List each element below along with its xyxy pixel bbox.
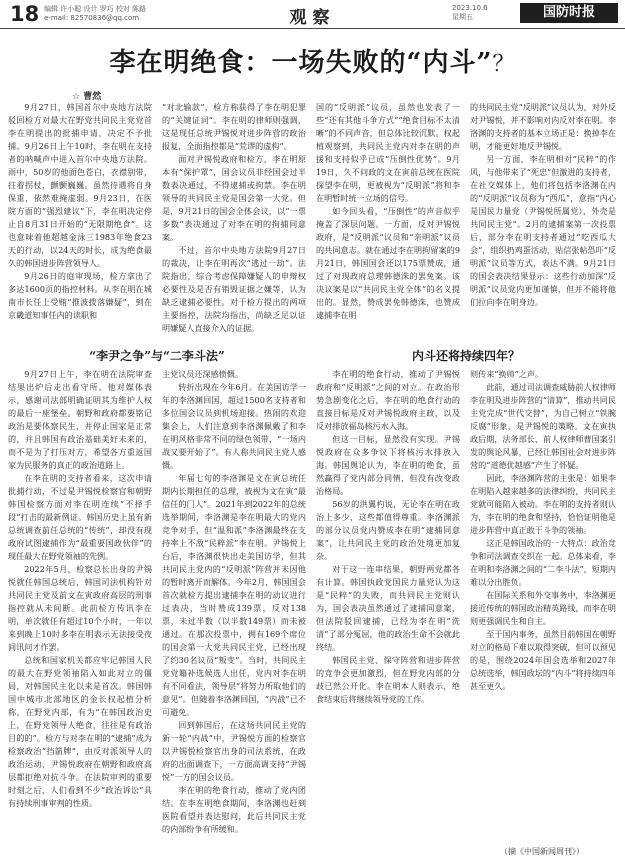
paragraph: 如今回头看，“压倒性”的声音似乎掩盖了深层问题。一方面，反对尹锡悦政府，是“反明派”议员和“亲明派”议员的共同意志。就在通过李在明拘留案的9月21日，韩国国会还以175票赞成，通过了对现政府总理韩德洙的罢免案。该决议案是以“共同民主党全体”的名义提出的。显然，赞成罢免韩德洙，也赞成逮捕李在明 (316, 206, 460, 320)
paragraph: 不过，首尔中央地方法院9月27日的裁决，让李在明再次“逃过一劫”。法院指出，综合考虑保障嫌疑人的申辩权必要性及是否有销毁证据之嫌等，认为缺乏逮捕必要性。对于检方提出的两项主要指控，法院均指出，尚缺乏足以证明嫌疑人直接介入的证据。 (162, 245, 306, 333)
paragraph: 则传来“换帅”之声。 (470, 369, 544, 379)
paragraph: 总统和国家机关都应牢记韩国人民的最大在野党领袖陷入如此对立的僵局，对韩国民主化以来是首次。韩国韩国中城市北部地区的金长权起植分析称，在野党内部，有为“在韩国政治史上，在野党领导人绝食，往往是有政治目的的”。检方与对李在明的“逮捕”成为检察政治“挡箭牌”，由反对派领导人的政治运动，尹锡悦政府在朝野和政府高层都拒绝对抗斗争。在法院审判的重要时刻之后，人们看到不少“政治诉讼”具有持续刑事审判的性质。 (8, 655, 152, 808)
paragraph: 回到韩国后，在这场共同民主党的新一轮“内战”中，尹锡悦方面的检察官以尹锡悦检察官出身的司法系统，在政府的出面调查下，一方面高调支持“尹锡悦”一方的国会议员。 (162, 720, 306, 782)
paragraph: 至于国内事务，虽然目前韩国在朝野对立的格局下难以取得突破，但可以预见的是，围绕2024年国会选举和2027年总统选举，韩国政坛的“内斗”将持续四年甚至更久。 (470, 629, 616, 691)
date-line: 2023.10.6 (452, 4, 488, 12)
paragraph: 2022年5月，检察总长出身的尹锡悦就任韩国总统后，韩国司法机构针对共同民主党及前文在寅政府高层的刑事指控就从未间断。此前检方传讯李在明，单次就任有超过10个小时，一年以来到晚上10时多李在明表示无法接受夜间讯问才作罢。 (8, 564, 152, 652)
paragraph: 9月26日的庭审现场，检方拿出了多达1600页的指控材料。从李在明在城南市长任上受贿“推波拨落嫌疑”，到在京畿道知事任内的读职和 (8, 271, 152, 320)
article-column-5 (8, 368, 152, 840)
article-column-1 (8, 101, 152, 341)
headline-question-mark: ？ (492, 52, 516, 77)
headline-text: 李在明绝食：一场失败的“内斗” (109, 48, 493, 78)
article-column-4 (470, 101, 616, 341)
credits-email: e-mail: 82570836@qq.com (44, 14, 140, 22)
article-column-8 (470, 368, 616, 840)
article-column-2 (162, 101, 306, 341)
article-byline: ☆ 曹然 (72, 92, 102, 102)
paragraph: 在李在明的支持者看来，这次申请批捕行动，不过是尹锡悦检察官和朝野韩国检察方面对李在明连续“不择手段”打击的最新例证。韩国历史上虽有新总统调查前任总统的“传统”，却没有现政府试图逮捕作为“最重要国政伙伴”的现任最大在野党领袖的先例。 (8, 473, 152, 561)
article-source: （摘《中国新闻周刊》） (500, 847, 584, 856)
paragraph: 9月27日上午，李在明在法院审查结果出炉后走出看守所。他对媒体表示，感谢司法部明确证明其为维护人权的最后一座堡垒。朝野和政府都要铭记政治是要体察民生，并停止国家是正常的，并且韩国有政治基础美好未来的，而不是为了打压对方，希望各方重返国家为民服务的真正的政治道路上。 (8, 369, 152, 470)
paragraph: 李在明的绝食行动，推动了党内团结。在李在明绝食期间，李洛渊也赶到医院看望并表达慰问，此后共同民主党的内部纷争有所缓和。 (162, 785, 306, 834)
paragraph: 李在明的绝食行动，推动了尹锡悦政府和“反明派”之间的对立。在政治形势急剧变化之后，李在明的绝食行动的直接目标是反对尹锡悦政府主政，以及反对排放福岛核污水入海。 (316, 369, 460, 431)
paragraph: 另一方面，李在明相对“民粹”的作风，与他带来了“死忠”但激进的支持者，在社交媒体上，他们将包括李洛渊在内的“反明派”议员称为“西瓜”，意指“内心是国民力量党（尹锡悦所属党），外壳是共同民主党”。2月的逮捕案第一次投票后，部分李在明支持者通过“吃西瓜大会”，组织扔鸡蛋活动，贴信张帖恐吓“反明派”议员等方式，表达不满。9月21日的国会表决结果显示：这些行动加深“反明派”议员党内更加谨慎，但并不能将他们拉向李在明身边。 (470, 154, 616, 307)
newspaper-logo: 国防时报 (520, 3, 618, 23)
page-number: 18 (10, 2, 40, 26)
paragraph: 国的“反明派”议员，虽然也发表了一些“还有其他斗争方式”“绝食目标不太清晰”的不同声音，但总体比较沉默。权起植观察到，共同民主党内对李在明的声援和支持似乎已成“压倒性优势”。9月19日，久不问政的文在寅前总统在医院探望李在明，更被视为“反明派”将和李在明暂时统一立场的信号。 (316, 102, 460, 203)
paragraph: 这正是韩国政治的一大特点：政治竞争和司法调查交织在一起。总体来看，李在明和李洛渊之间的“二李斗法”，短期内难以分出胜负。 (470, 538, 616, 587)
paragraph: 的共同民主党“反明派”议员认为，对外反对尹锡悦，并不影响对内反对李在明。李洛渊的支持者的基本立场正是：换掉李在明，才能更好地反尹锡悦。 (470, 102, 616, 151)
article-column-3 (316, 101, 460, 341)
paragraph: 56岁的洪翼杓说，无论李在明在政治上多少，这些都值得尊重。李洛渊派的部分议员党内赞成李在明“逮捕同意案”，让共同民主党的政治处境更加复杂。 (316, 499, 460, 561)
section-title: 观察 (289, 8, 336, 28)
subheading: “李尹之争”与“二李斗法” (89, 349, 225, 363)
paragraph: 对于这一连串结果，朝野两党都各有计算。韩国执政党国民力量党认为这是“民粹”的失败，而共同民主党则认为，国会表决虽然通过了逮捕同意案，但法院驳回逮捕，已经为李在明“洗清”了部分冤屈，他的政治生命不会就此终结。 (316, 564, 460, 652)
weekday-line: 星期五 (452, 13, 473, 21)
paragraph: 韩国民主党、保守阵营和进步阵营的竞争会更加激烈，但在野党内部的分歧已然公开化。李在明本人则表示，绝食结束后将继续领导党的工作。 (316, 655, 460, 704)
paragraph: 在国际关系和外交事务中，李洛渊更接近传统的韩国政治精英路线，而李在明则更强调民生和自主。 (470, 590, 616, 626)
issue-date (452, 4, 488, 22)
paragraph: 主党议员还深感愤慨。 (162, 369, 243, 379)
article-headline (0, 42, 625, 79)
paragraph: 转折出现在今年6月。在美国访学一年的李洛渊回国，超过1500名支持者和多位国会议员到机场迎接。热闹的欢迎集会上，人们注意到李洛渊佩戴了和李在明风格非常不同的绿色领带，“一场内战又要开始了”。有人称共同民主党人感慨。 (162, 382, 306, 470)
subheading: 内斗还将持续四年？ (411, 349, 520, 363)
article-column-7 (316, 368, 460, 840)
article-column-6 (162, 368, 306, 840)
paragraph: 面对尹锡悦政府和检方，李在明原本有“保护罩”，国会议员非经国会过半数表决通过，不得逮捕或拘禁。李在明领导的共同民主党是国会第一大党。但是，9月21日的国会全体会议，以“一票多数”表决通过了对李在明的拘捕同意案。 (162, 154, 306, 242)
masthead (0, 0, 625, 29)
paragraph: 年届七旬的李洛渊是文在寅总统任期内长期担任的总理，被视为文在寅“最信任的门人”。2021年到2022年的总统选举期间，李洛渊是李在明最大的党内竞争对手，但“温和派”李洛渊最终在支持率上不敌“民粹派”李在明。尹锡悦上台后，李洛渊很快出走美国访学，但其共同民主党内的“反明派”阵营并未因他的暂时离开而解体。今年2月，韩国国会首次就检方提出逮捕李在明的动议进行过表决，当时赞成139票，反对138票，未过半数（以半数149票）而未被通过。在那次投票中，拥有169个席位的国会第一大党共同民主党，已经出现了约30名议员“叛变”。当时，共同民主党党籍补选候选人出任，党内对李在明有不同看法，领导层“将努力所取他们的意见”。但随着李洛渊回国，“内战”已不可避免。 (162, 473, 306, 717)
paragraph: “对北输款”，检方称获得了李在明犯罪的“关键证词”。李在明的律师则强调，这是现任总统尹锡悦对进步阵营的政治报复，全面指控都是“荒谬的虚构”。 (162, 102, 306, 151)
paragraph: 9月27日，韩国首尔中央地方法院驳回检方对最大在野党共同民主党党首李在明提出的批捕申请，决定不予批捕。9月26日上午10时，李在明在支持者的呐喊声中进入首尔中央地方法院。雨中，50岁的他面色苍白，衣襟别带，拄着拐杖，颤颤巍巍。虽然待遇将自身保重，依然难掩虚弱。9月23日，在医院方面的“强烈建议”下，李在明决定停止自8月31日开始的“无限期绝食”。这也意味着他超越金泳三1983年绝食23天的行动，以24天的时长，成为绝食最久的韩国进步阵营领导人。 (8, 102, 152, 268)
paragraph: 但这一目标，显然没有实现。尹锡悦政府在众多争议下将核污水排放入海。韩国舆论认为，李在明的绝食，虽然赢得了党内部分同情，但没有改变政治格局。 (316, 434, 460, 496)
credits-line: 编辑 许小聪 设计 罗巧 校对 陈路 (44, 5, 147, 13)
paragraph: 此前，通过司法调查威胁前人权律师李在明及进步阵营的“清算”，推动共同民主党完成“世代交替”，为自己树立“铁腕反腐”形象，是尹锡悦的策略。文在寅执政后期，法务部长、前人权律师曹国案引发的舆论风暴，已经让韩国社会对进步阵营的“道德优越感”产生了怀疑。 (470, 382, 616, 470)
paragraph: 因此，李洛渊阵营的主张是：如果李在明陷入越来越多的法律纠纷，共同民主党就可能陷入被动。李在明的支持者则认为，李在明的绝食和坚持，恰恰证明他是进步阵营中真正敢于斗争的领袖。 (470, 473, 616, 535)
